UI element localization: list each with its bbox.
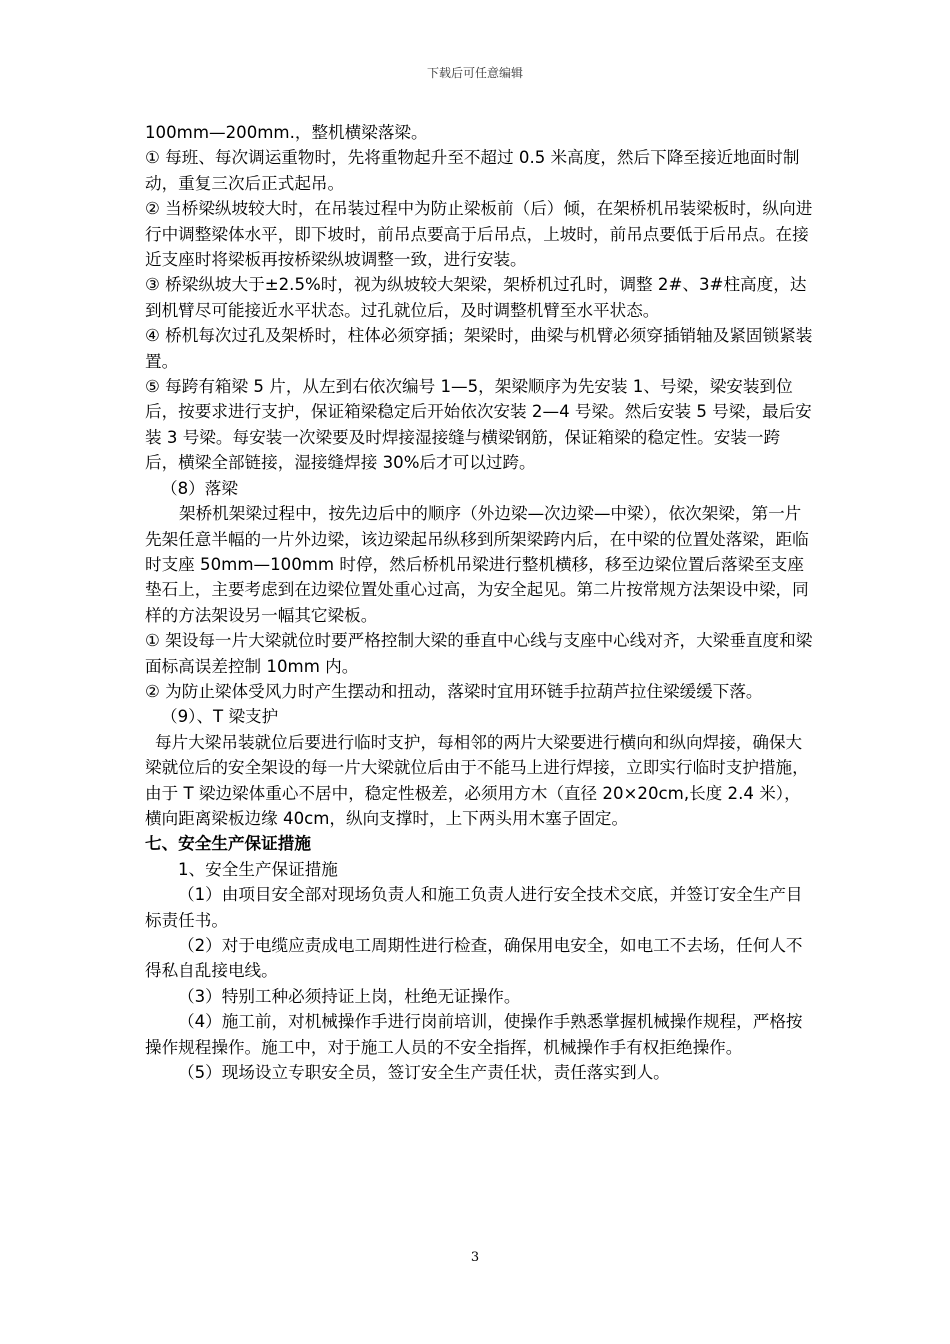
list-item: （1）由项目安全部对现场负责人和施工负责人进行安全技术交底，并签订安全生产目标责任书。 (145, 885, 803, 930)
paragraph: ③ 桥梁纵坡大于±2.5%时，视为纵坡较大架梁，架桥机过孔时，调整 2#、3#柱高度，达到机臂尽可能接近水平状态。过孔就位后，及时调整机臂至水平状态。 (145, 275, 807, 320)
list-item: （2）对于电缆应责成电工周期性进行检查，确保用电安全，如电工不去场，任何人不得私自乱接电线。 (145, 936, 803, 981)
section-subheading: （8）落梁 (161, 478, 238, 498)
page-header: 下载后可任意编辑 (426, 66, 523, 80)
paragraph: 每片大梁吊装就位后要进行临时支护，每相邻的两片大梁要进行横向和纵向焊接，确保大梁就位后的安全架设的每一片大梁就位后由于不能马上进行焊接，立即实行临时支护措施，由于 T 梁边梁体重心不居中，稳定性极差，必须用方木（直径 20×20cm,长度 2.4 米），横向距离梁板边缘 40cm，纵向支撑时，上下两头用木塞子固定。 (145, 732, 809, 828)
paragraph: ① 每班、每次调运重物时，先将重物起升至不超过 0.5 米高度，然后下降至接近地面时制动，重复三次后正式起吊。 (145, 148, 800, 193)
paragraph: ⑤ 每跨有箱梁 5 片，从左到右依次编号 1—5，架梁顺序为先安装 1、号梁，梁安装到位后，按要求进行支护，保证箱梁稳定后开始依次安装 2—4 号梁。然后安装 5 号梁，最后安装 3 号梁。每安装一次梁要及时焊接湿接缝与横梁钢筋，保证箱梁的稳定性。安装一跨后，横梁全部链接，湿接缝焊接 30%后才可以过跨。 (145, 377, 812, 473)
section-subheading: 1、安全生产保证措施 (178, 859, 338, 879)
paragraph: ① 架设每一片大梁就位时要严格控制大梁的垂直中心线与支座中心线对齐，大梁垂直度和梁面标高误差控制 10mm 内。 (145, 631, 813, 676)
document-body (145, 120, 813, 1085)
list-item: （4）施工前，对机械操作手进行岗前培训，使操作手熟悉掌握机械操作规程，严格按操作规程操作。施工中，对于施工人员的不安全指挥，机械操作手有权拒绝操作。 (145, 1012, 803, 1057)
paragraph: 架桥机架梁过程中，按先边后中的顺序（外边梁—次边梁—中梁），依次架梁，第一片先架任意半幅的一片外边梁，该边梁起吊纵移到所架梁跨内后，在中梁的位置处落梁，距临时支座 50mm—100mm 时停，然后桥机吊梁进行整机横移，移至边梁位置后落梁至支座垫石上，主要考虑到在边梁位置处重心过高，为安全起见。第二片按常规方法架设中梁，同样的方法架设另一幅其它梁板。 (145, 504, 809, 625)
list-item: （3）特别工种必须持证上岗，杜绝无证操作。 (178, 986, 521, 1006)
section-heading: 七、安全生产保证措施 (145, 834, 311, 854)
paragraph: 100mm—200mm.，整机横梁落梁。 (145, 123, 428, 142)
paragraph: ② 为防止梁体受风力时产生摆动和扭动，落梁时宜用环链手拉葫芦拉住梁缓缓下落。 (145, 681, 763, 701)
paragraph: ② 当桥梁纵坡较大时，在吊装过程中为防止梁板前（后）倾，在架桥机吊装梁板时，纵向进行中调整梁体水平，即下坡时，前吊点要高于后吊点，上坡时，前吊点要低于后吊点。在接近支座时将梁板再按桥梁纵坡调整一致，进行安装。 (145, 199, 813, 270)
page-number: 3 (470, 1250, 480, 1265)
paragraph: ④ 桥机每次过孔及架桥时，柱体必须穿插；架梁时，曲梁与机臂必须穿插销轴及紧固锁紧装置。 (145, 326, 813, 371)
list-item: （5）现场设立专职安全员，签订安全生产责任状，责任落实到人。 (178, 1063, 670, 1083)
section-subheading: （9）、T 梁支护 (161, 707, 279, 727)
